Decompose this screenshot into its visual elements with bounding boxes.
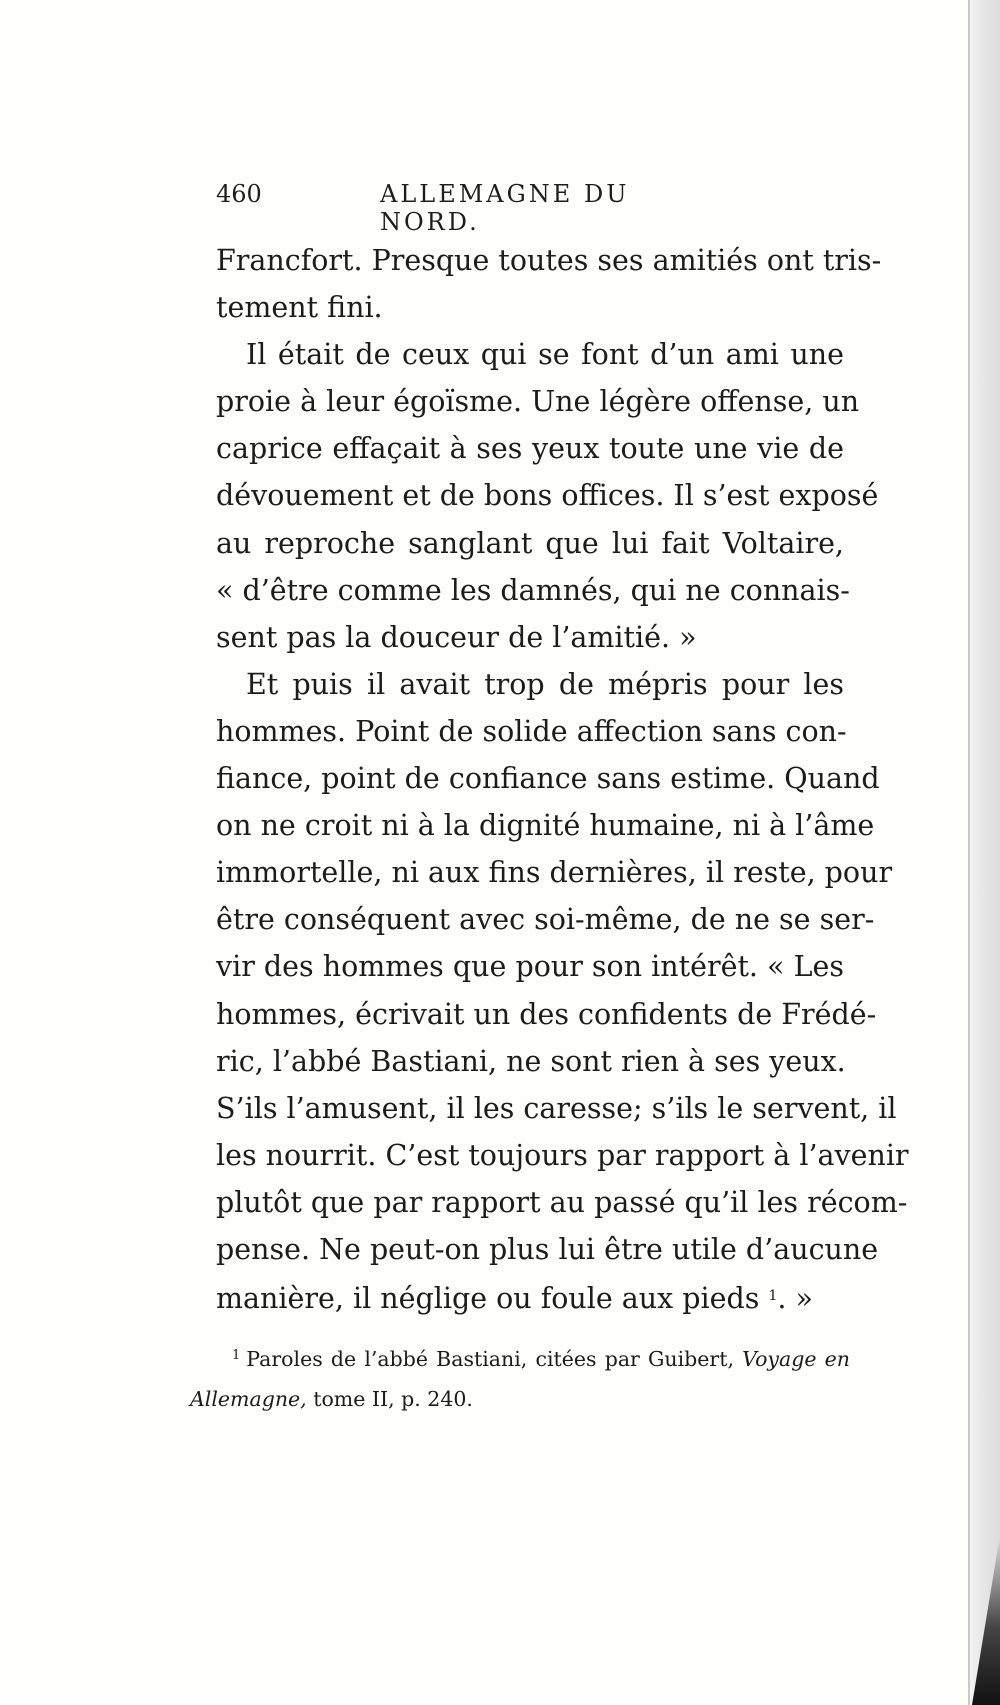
body-text	[216, 237, 909, 1320]
text-line: S’ils l’amusent, il les caresse; s’ils le servent, il	[216, 1091, 897, 1125]
text-line: tement fini.	[216, 291, 383, 325]
text-line: les nourrit. C’est toujours par rapport à l’avenir	[216, 1138, 909, 1172]
footnote-title-italic-cont: Allemagne,	[190, 1387, 307, 1411]
running-head	[216, 180, 696, 236]
text-line: fiance, point de confiance sans estime. Quand	[216, 762, 880, 796]
text-line: sent pas la douceur de l’amitié. »	[216, 620, 697, 654]
text-line: Et puis il avait trop de mépris pour les	[246, 667, 844, 701]
text-line: être conséquent avec soi-même, de ne se ser-	[216, 903, 875, 937]
text-line: Il était de ceux qui se font d’un ami une	[246, 338, 844, 372]
text-line: « d’être comme les damnés, qui ne connais-	[216, 573, 850, 607]
text-line: Francfort. Presque toutes ses amitiés ont tris-	[216, 244, 882, 277]
footnote-title-italic: Voyage en	[742, 1347, 850, 1371]
text-line-last-body: manière, il néglige ou foule aux pieds	[216, 1282, 760, 1316]
text-line-last	[216, 1273, 844, 1320]
page-number: 460	[216, 180, 262, 208]
footnote-reference-details: tome II, p. 240.	[313, 1387, 473, 1411]
footnote-text: Paroles de l’abbé Bastiani, citées par Guibert,	[246, 1347, 734, 1371]
footnote-marker: 1	[232, 1348, 241, 1363]
text-line: hommes. Point de solide affection sans con-	[216, 714, 847, 748]
text-line: ric, l’abbé Bastiani, ne sont rien à ses yeux.	[216, 1044, 846, 1078]
page-edge-line	[968, 0, 970, 1705]
text-line: pense. Ne peut-on plus lui être utile d’aucune	[216, 1232, 879, 1266]
text-line: plutôt que par rapport au passé qu’il les récom-	[216, 1185, 908, 1219]
text-line: proie à leur égoïsme. Une légère offense, un	[216, 385, 860, 419]
text-line-last-tail: . »	[777, 1282, 813, 1316]
text-line: immortelle, ni aux fins dernières, il reste, pour	[216, 856, 893, 890]
text-line: dévouement et de bons offices. Il s’est exposé	[216, 479, 879, 513]
footnote-line-1	[190, 1336, 850, 1379]
text-line: hommes, écrivait un des confidents de Frédé-	[216, 997, 877, 1031]
text-line: on ne croit ni à la dignité humaine, ni à l’âme	[216, 809, 875, 843]
text-line: au reproche sanglant que lui fait Voltaire,	[216, 526, 844, 560]
footnote	[190, 1336, 850, 1419]
footnote-reference: 1	[768, 1288, 778, 1305]
page-edge-shadow	[968, 0, 1000, 1705]
running-title: ALLEMAGNE DU NORD.	[380, 180, 630, 236]
text-line: caprice effaçait à ses yeux toute une vie de	[216, 432, 844, 466]
footnote-line-2	[190, 1379, 850, 1419]
text-line: vir des hommes que pour son intérêt. « Les	[216, 950, 844, 984]
